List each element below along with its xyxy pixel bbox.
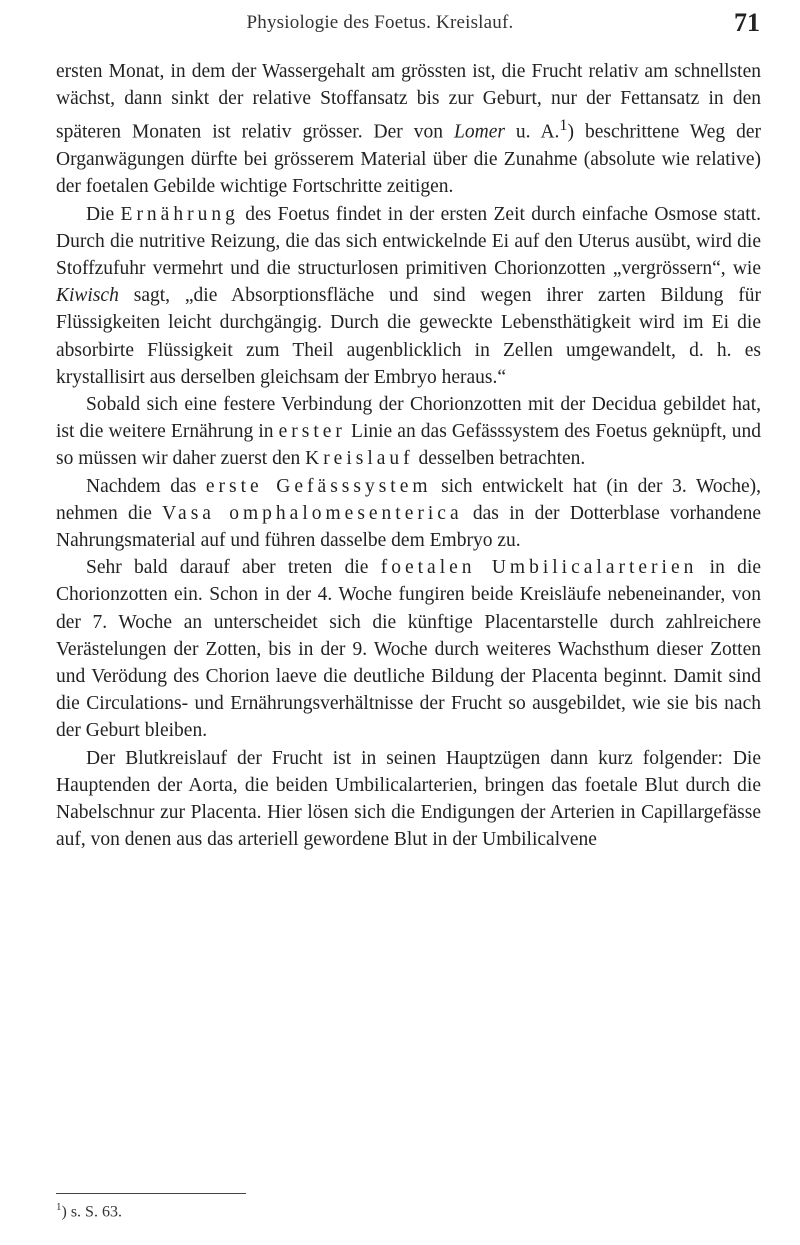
paragraph <box>56 473 761 555</box>
emphasized-term: erster <box>278 421 346 443</box>
paragraph <box>56 554 761 744</box>
page-number: 71 <box>734 8 760 37</box>
footnote-divider <box>56 1193 246 1194</box>
text-run: u. A. <box>504 121 560 143</box>
paragraph <box>56 58 761 201</box>
author-name: Kiwisch <box>56 285 119 307</box>
footnote-reference: 1 <box>559 116 568 135</box>
text-run: in die Chorionzotten ein. Schon in der 4. Woche fungiren beide Kreisläufe nebeneinander, von der 7. Woche an unterscheidet sich die künftige Placentarstelle durch zahlreichere Verästelungen der Zotten, bis in der 9. Woche durch weiteres Wachsthum dieser Zotten und Verödung des Chorion laeve die deutliche Bildung der Placenta beginnt. Damit sind die Circulations- und Ernährungsverhältnisse der Frucht so ausgebildet, wie sie bis nach der Geburt bleiben. <box>56 557 761 742</box>
emphasized-term: erste Gefässsystem <box>205 475 432 497</box>
text-run: Die <box>86 203 121 225</box>
text-run: des Foetus findet in der ersten Zeit durch einfache Osmose statt. Durch die nutritive Reizung, die das sich entwickelnde Ei auf den Uterus ausübt, wird die Stoffzufuhr vermehrt und die structurlosen primitiven Chorionzotten „vergrössern“, wie <box>56 203 762 279</box>
running-title: Physiologie des Foetus. Kreislauf. <box>246 12 514 33</box>
emphasized-term: Kreislauf <box>305 448 414 470</box>
text-run: ersten Monat, in dem der Wassergehalt am grössten ist, die Frucht relativ am schnellsten wächst, dann sinkt der relative Stoffansatz bis zur Geburt, nur der Fettansatz in den späteren Monaten ist relativ grösser. Der von <box>56 61 761 143</box>
text-run: Sobald sich eine festere Verbindung der Chorionzotten mit der Decidua gebildet hat, ist die weitere Ernährung in <box>56 393 761 443</box>
emphasized-term: Vasa omphalomesenterica <box>162 502 463 524</box>
footnote-marker: 1 <box>56 1201 62 1213</box>
text-run: desselben betrachten. <box>413 448 586 470</box>
text-run: Nachdem das <box>86 475 206 497</box>
text-run: ) beschrittene Weg der Organwägungen dürfte bei grösserem Material über die Zunahme (absolute wie relative) der foetalen Gebilde wichtige Fortschritte zeitigen. <box>56 121 761 198</box>
text-run: das in der Dotterblase vorhandene Nahrungsmaterial auf und führen dasselbe dem Embryo zu. <box>56 502 761 551</box>
footnote-text: ) s. S. 63. <box>61 1203 122 1221</box>
footnote <box>56 1201 122 1221</box>
paragraph <box>56 201 761 391</box>
paragraph <box>56 391 761 473</box>
emphasized-term: Ernährung <box>120 203 239 225</box>
body-text <box>56 58 761 853</box>
author-name: Lomer <box>454 121 505 143</box>
text-run: sich entwickelt hat (in der 3. Woche), nehmen die <box>56 475 761 524</box>
page-header <box>0 4 760 44</box>
text-run: Linie an das Gefässsystem des Foetus geknüpft, und so müssen wir daher zuerst den <box>56 421 761 470</box>
emphasized-term: foetalen Umbilicalarterien <box>380 557 698 579</box>
paragraph <box>56 745 761 854</box>
text-run: Der Blutkreislauf der Frucht ist in seinen Hauptzügen dann kurz folgender: Die Hauptenden der Aorta, die beiden Umbilicalarterien, bringen das foetale Blut durch die Nabelschnur zur Placenta. Hier lösen sich die Endigungen der Arterien in Capillargefässe auf, von denen aus das arteriell gewordene Blut in der Umbilicalvene <box>56 747 761 851</box>
text-run: sagt, „die Absorptionsfläche und sind wegen ihrer zarten Bildung für Flüssigkeiten leicht durchgängig. Durch die geweckte Lebensthätigkeit wird im Ei die absorbirte Flüssigkeit zum Theil augenblicklich in Zellen umgewandelt, d. h. es krystallisirt aus derselben gleichsam der Embryo heraus.“ <box>56 285 761 388</box>
text-run: Sehr bald darauf aber treten die <box>86 557 381 579</box>
